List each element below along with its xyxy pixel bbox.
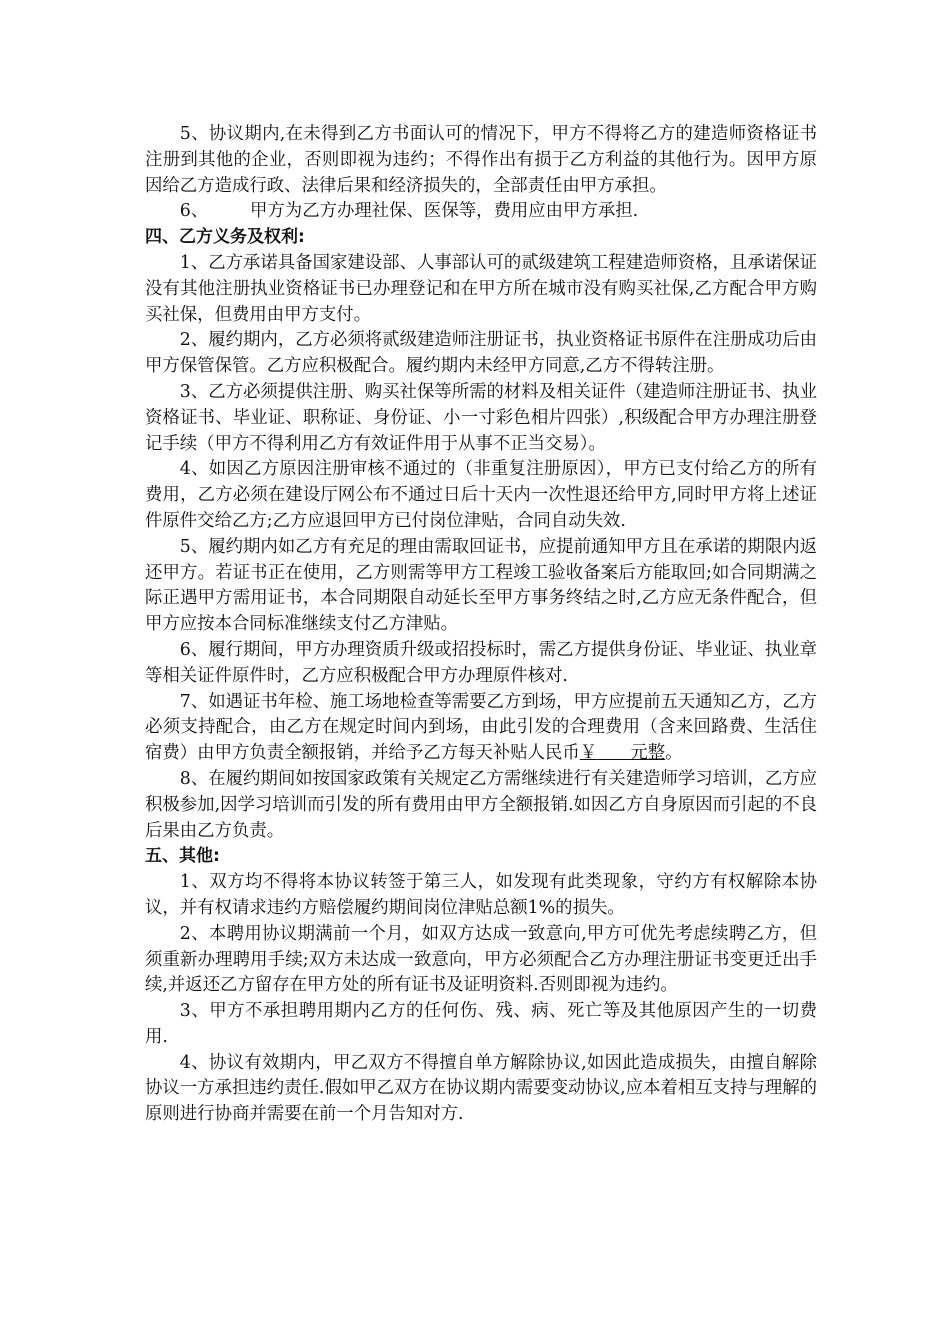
clause-3-6-number: 6、	[179, 201, 209, 222]
clause-4-3: 3、乙方必须提供注册、购买社保等所需的材料及相关证件（建造师注册证书、执业资格证书、毕业证、职称证、身份证、小一寸彩色相片四张）,积级配合甲方办理注册登记手续（甲方不得利用乙方有效证件用于从事不正当交易）。	[145, 381, 817, 454]
clause-4-5: 5、履约期内如乙方有充足的理由需取回证书，应提前通知甲方且在承诺的期限内返还甲方。若证书正在使用，乙方则需等甲方工程竣工验收备案后方能取回;如合同期满之际正遇甲方需用证书，本合同期限自动延长至甲方事务终结之时,乙方应无条件配合，但甲方应按本合同标准继续支付乙方津贴。	[145, 536, 817, 635]
clause-4-4: 4、如因乙方原因注册审核不通过的（非重复注册原因），甲方已支付给乙方的所有费用，乙方必须在建设厅网公布不通过日后十天内一次性退还给甲方,同时甲方将上述证件原件交给乙方;乙方应退回甲方已付岗位津贴，合同自动失效.	[145, 459, 817, 531]
clause-4-1: 1、乙方承诺具备国家建设部、人事部认可的贰级建筑工程建造师资格，且承诺保证没有其他注册执业资格证书已办理登记和在甲方所在城市没有购买社保,乙方配合甲方购买社保，但费用由甲方支付。	[145, 252, 817, 325]
clause-5-1: 1、双方均不得将本协议转签于第三人，如发现有此类现象，守约方有权解除本协议，并有权请求违约方赔偿履约期间岗位津贴总额1%的损失。	[145, 872, 817, 918]
clause-5-4: 4、协议有效期内，甲乙双方不得擅自单方解除协议,如因此造成损失，由擅自解除协议一方承担违约责任.假如甲乙双方在协议期内需要变动协议,应本着相互支持与理解的原则进行协商并需要在前一个月告知对方.	[145, 1052, 817, 1125]
clause-4-2: 2、履约期内，乙方必须将贰级建造师注册证书，执业资格证书原件在注册成功后由甲方保管保管。乙方应积极配合。履约期内未经甲方同意,乙方不得转注册。	[145, 330, 817, 377]
yen-symbol: ￥	[579, 743, 598, 764]
clause-4-6: 6、履行期间，甲方办理资质升级或招投标时，需乙方提供身份证、毕业证、执业章等相关证件原件时，乙方应积极配合甲方办理原件核对.	[145, 639, 817, 686]
clause-4-7-text: 7、如遇证书年检、施工场地检查等需要乙方到场，甲方应提前五天通知乙方，乙方必须支持配合，由乙方在规定时间内到场，由此引发的合理费用（含来回路费、生活住宿费）由甲方负责全额报销，并给予乙方每天补贴人民币	[145, 691, 817, 764]
section-5-heading: 五、其他:	[145, 846, 220, 867]
clause-3-6	[145, 199, 817, 225]
blank-space	[597, 743, 630, 763]
clause-5-3: 3、甲方不承担聘用期内乙方的任何伤、残、病、死亡等及其他原因产生的一切费用.	[145, 1001, 817, 1047]
document-page	[145, 122, 817, 1128]
clause-3-5: 5、协议期内,在未得到乙方书面认可的情况下，甲方不得将乙方的建造师资格证书注册到其他的企业，否则即视为违约；不得作出有损于乙方利益的其他行为。因甲方原因给乙方造成行政、法律后果和经济损失的，全部责任由甲方承担。	[145, 124, 817, 196]
allowance-amount-blank	[580, 743, 665, 763]
yuan-unit: 元整	[630, 743, 666, 764]
section-4-heading: 四、乙方义务及权利:	[145, 227, 305, 248]
clause-4-7	[145, 690, 817, 767]
clause-4-7-end: 。	[665, 743, 683, 764]
clause-3-6-text: 甲方为乙方办理社保、医保等，费用应由甲方承担.	[250, 201, 639, 222]
clause-4-8: 8、在履约期间如按国家政策有关规定乙方需继续进行有关建造师学习培训，乙方应积极参加,因学习培训而引发的所有费用由甲方全额报销.如因乙方自身原因而引起的不良后果由乙方负责。	[145, 768, 817, 841]
clause-5-2: 2、本聘用协议期满前一个月，如双方达成一致意向,甲方可优先考虑续聘乙方，但须重新办理聘用手续;双方未达成一致意向，甲方必须配合乙方办理注册证书变更迁出手续,并返还乙方留存在甲方处的所有证书及证明资料.否则即视为违约。	[145, 923, 817, 996]
